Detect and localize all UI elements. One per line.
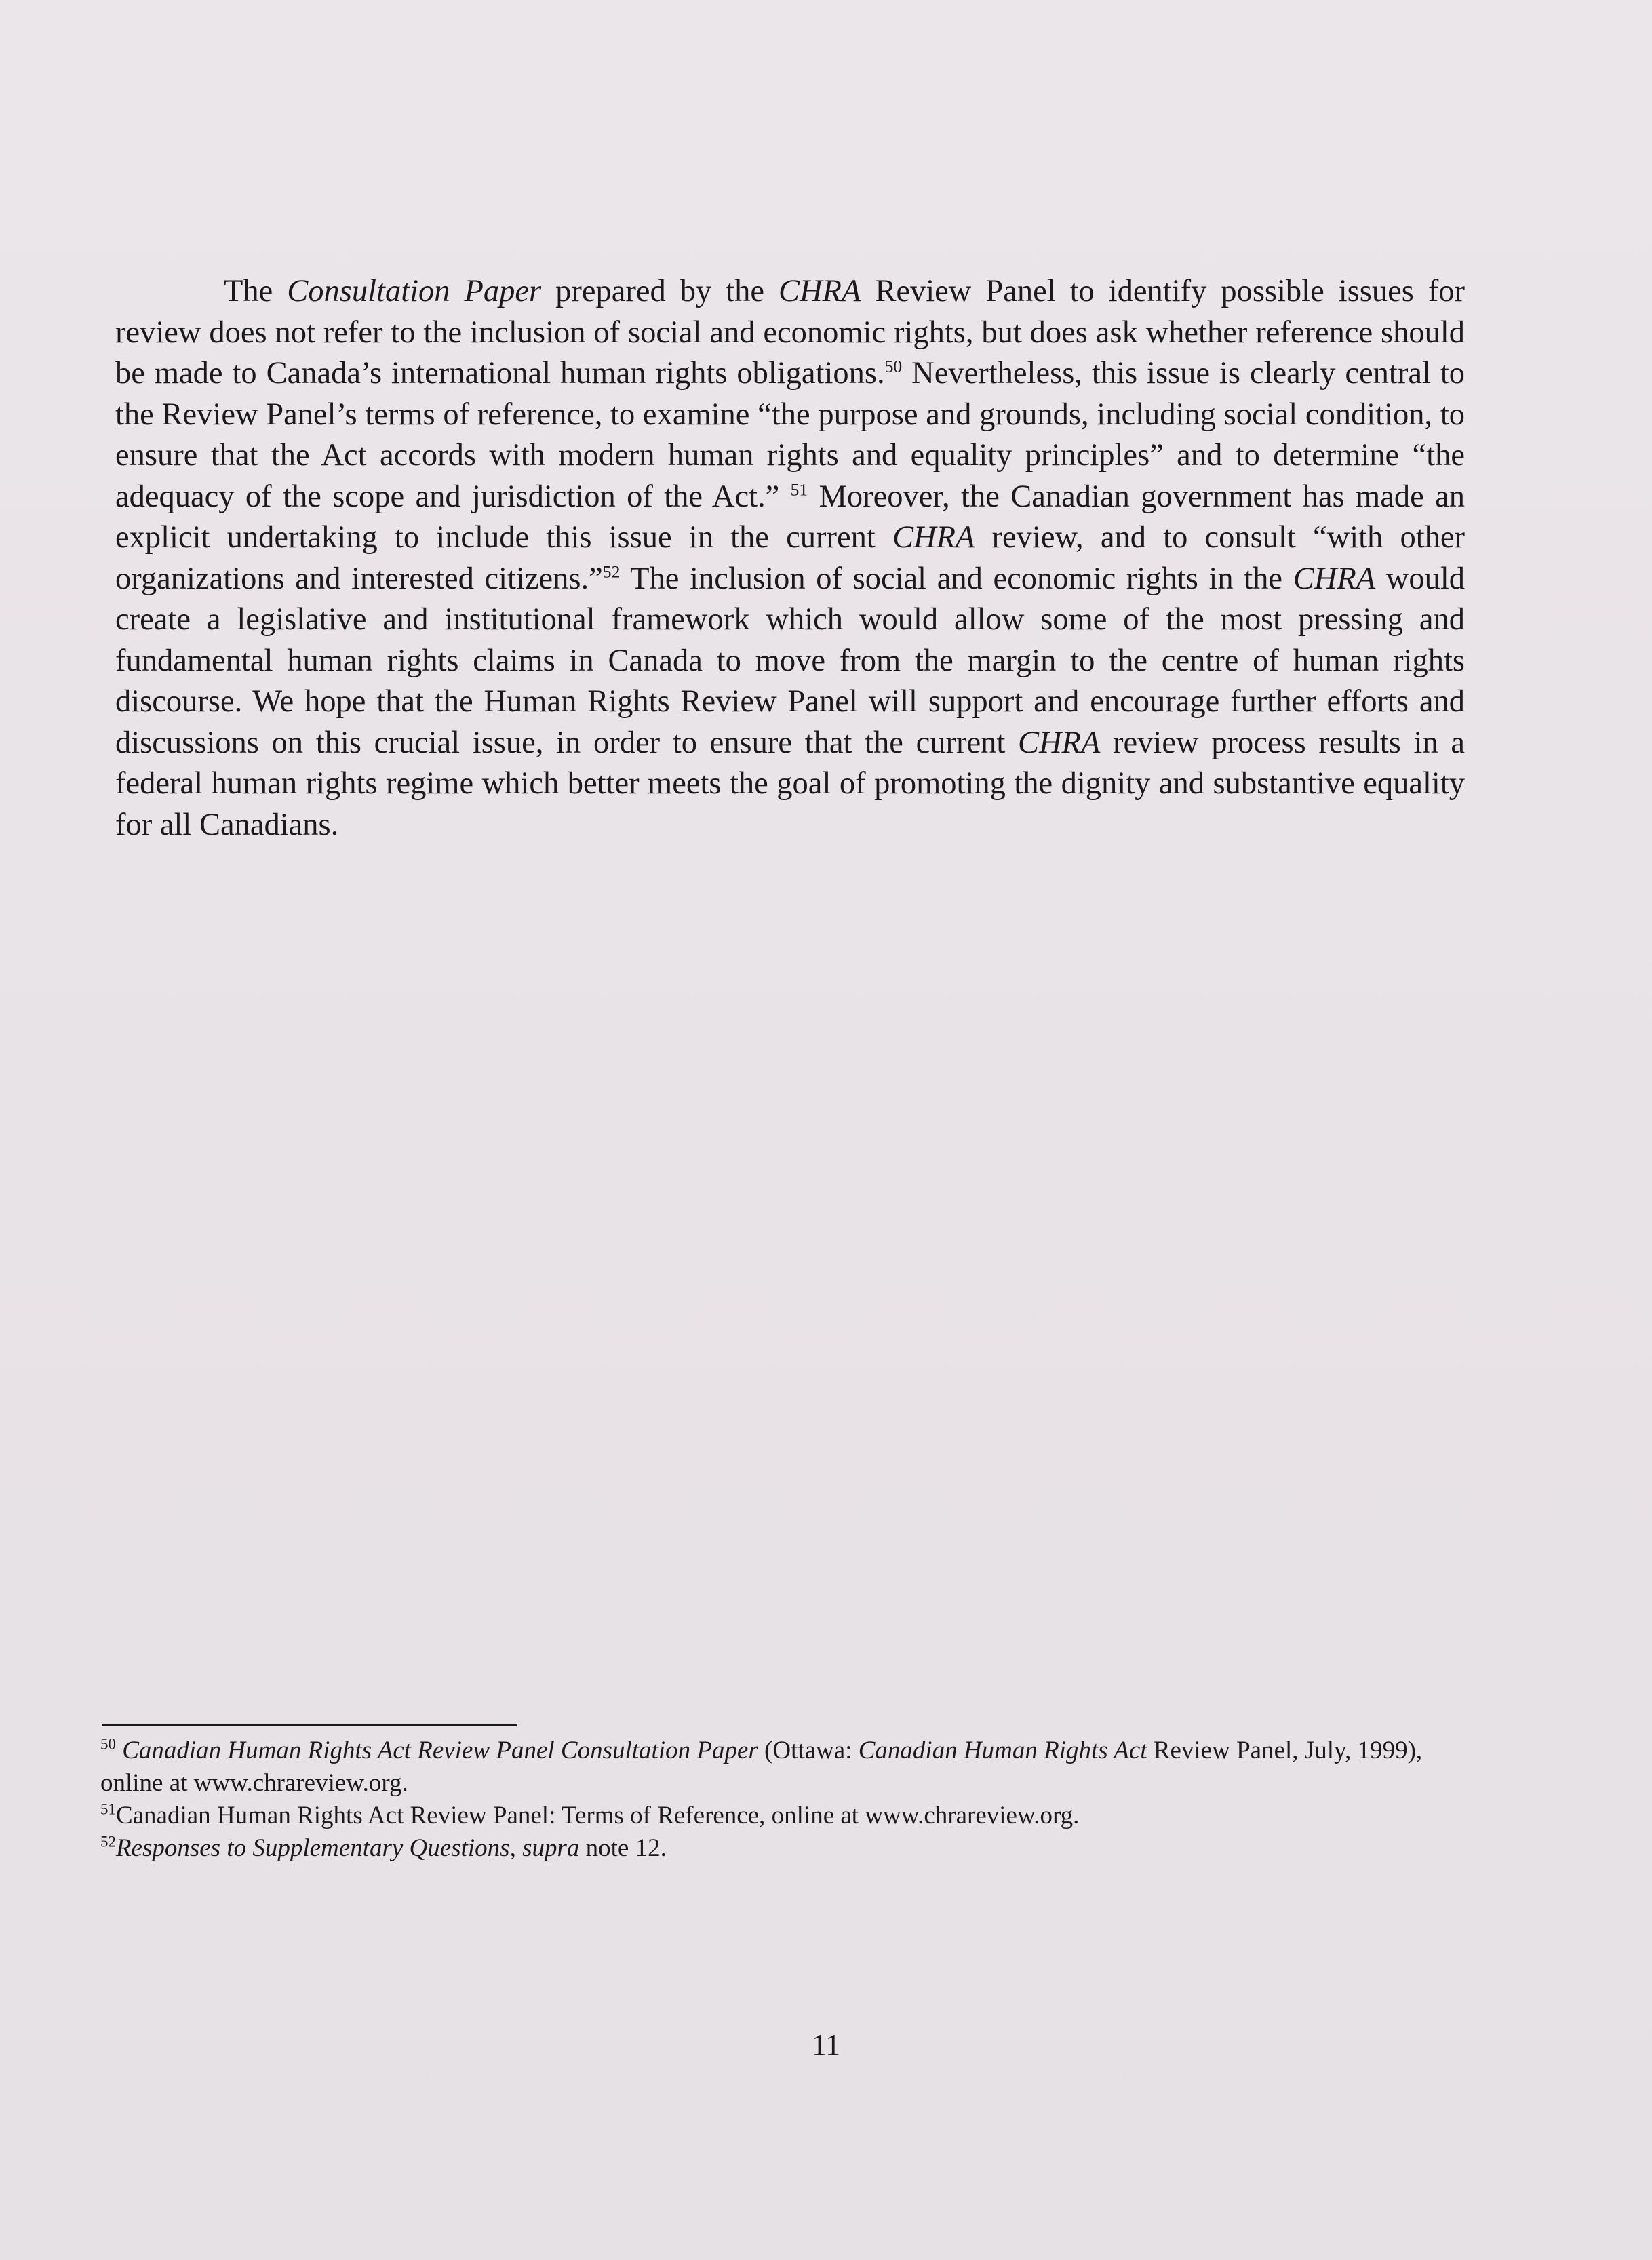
footnote-number: 50	[100, 1735, 116, 1753]
footnote-number: 51	[100, 1800, 116, 1818]
text-run: note 12.	[579, 1834, 667, 1862]
italic-acronym: CHRA	[892, 520, 975, 555]
text-run: The inclusion of social and economic rights in the	[620, 561, 1293, 596]
footnote-ref-52: 52	[602, 561, 621, 581]
footnotes	[100, 1734, 1470, 1865]
italic-title: Canadian Human Rights Act	[858, 1737, 1147, 1764]
paragraph-text	[115, 271, 1465, 846]
footnote-51	[100, 1800, 1470, 1832]
italic-title: Responses to Supplementary Questions	[115, 1834, 510, 1862]
text-run: review, and to consult “with other organizations and interested citizens.”	[115, 520, 1466, 596]
italic-acronym: CHRA	[778, 274, 861, 309]
text-run: Canadian Human Rights Act Review Panel: Terms of Reference, online at www.chrareview.org.	[115, 1802, 1080, 1829]
text-run: Moreover, the Canadian government has made an explicit undertaking to include this issue in the current	[115, 479, 1465, 555]
italic-title: Consultation Paper	[287, 274, 542, 309]
footnote-52	[100, 1832, 1470, 1865]
page-number: 11	[811, 2028, 841, 2061]
footnote-ref-50: 50	[884, 356, 903, 376]
text-run: Nevertheless, this issue is clearly central to the Review Panel’s terms of reference, to examine “the purpose and grounds, including social condition, to ensure that the Act accords with modern human rights and equality principles” and to determine “the adequacy of the scope and jurisdiction of the Act.”	[115, 356, 1465, 514]
footnote-divider	[102, 1724, 517, 1726]
italic-acronym: CHRA	[1293, 561, 1376, 596]
text-run: Review Panel, July, 1999), online at www.chrareview.org.	[100, 1737, 1423, 1797]
text-run: Review Panel to identify possible issues for review does not refer to the inclusion of social and economic rights, but does ask whether reference should be made to Canada’s international human rights obligations.	[115, 274, 1465, 391]
text-run: The	[224, 274, 288, 309]
text-run: (Ottawa:	[758, 1737, 859, 1764]
text-run: prepared by the	[541, 274, 779, 309]
footnote-ref-51: 51	[790, 479, 808, 499]
italic-title: Canadian Human Rights Act Review Panel Consultation Paper	[122, 1737, 758, 1764]
footnote-50	[100, 1734, 1470, 1800]
italic-word: supra	[522, 1834, 580, 1862]
footnote-number: 52	[100, 1833, 116, 1850]
body-paragraph	[115, 271, 1465, 846]
text-run: review process results in a federal human rights regime which better meets the goal of promoting the dignity and substantive equality for all Canadians.	[115, 725, 1465, 842]
text-run: would create a legislative and institutional framework which would allow some of the most pressing and fundamental human rights claims in Canada to move from the margin to the centre of human rights discourse. We hope that the Human Rights Review Panel will support and encourage further efforts and discussions on this crucial issue, in order to ensure that the current	[115, 561, 1466, 760]
text-run: ,	[509, 1834, 523, 1862]
italic-acronym: CHRA	[1017, 725, 1101, 760]
